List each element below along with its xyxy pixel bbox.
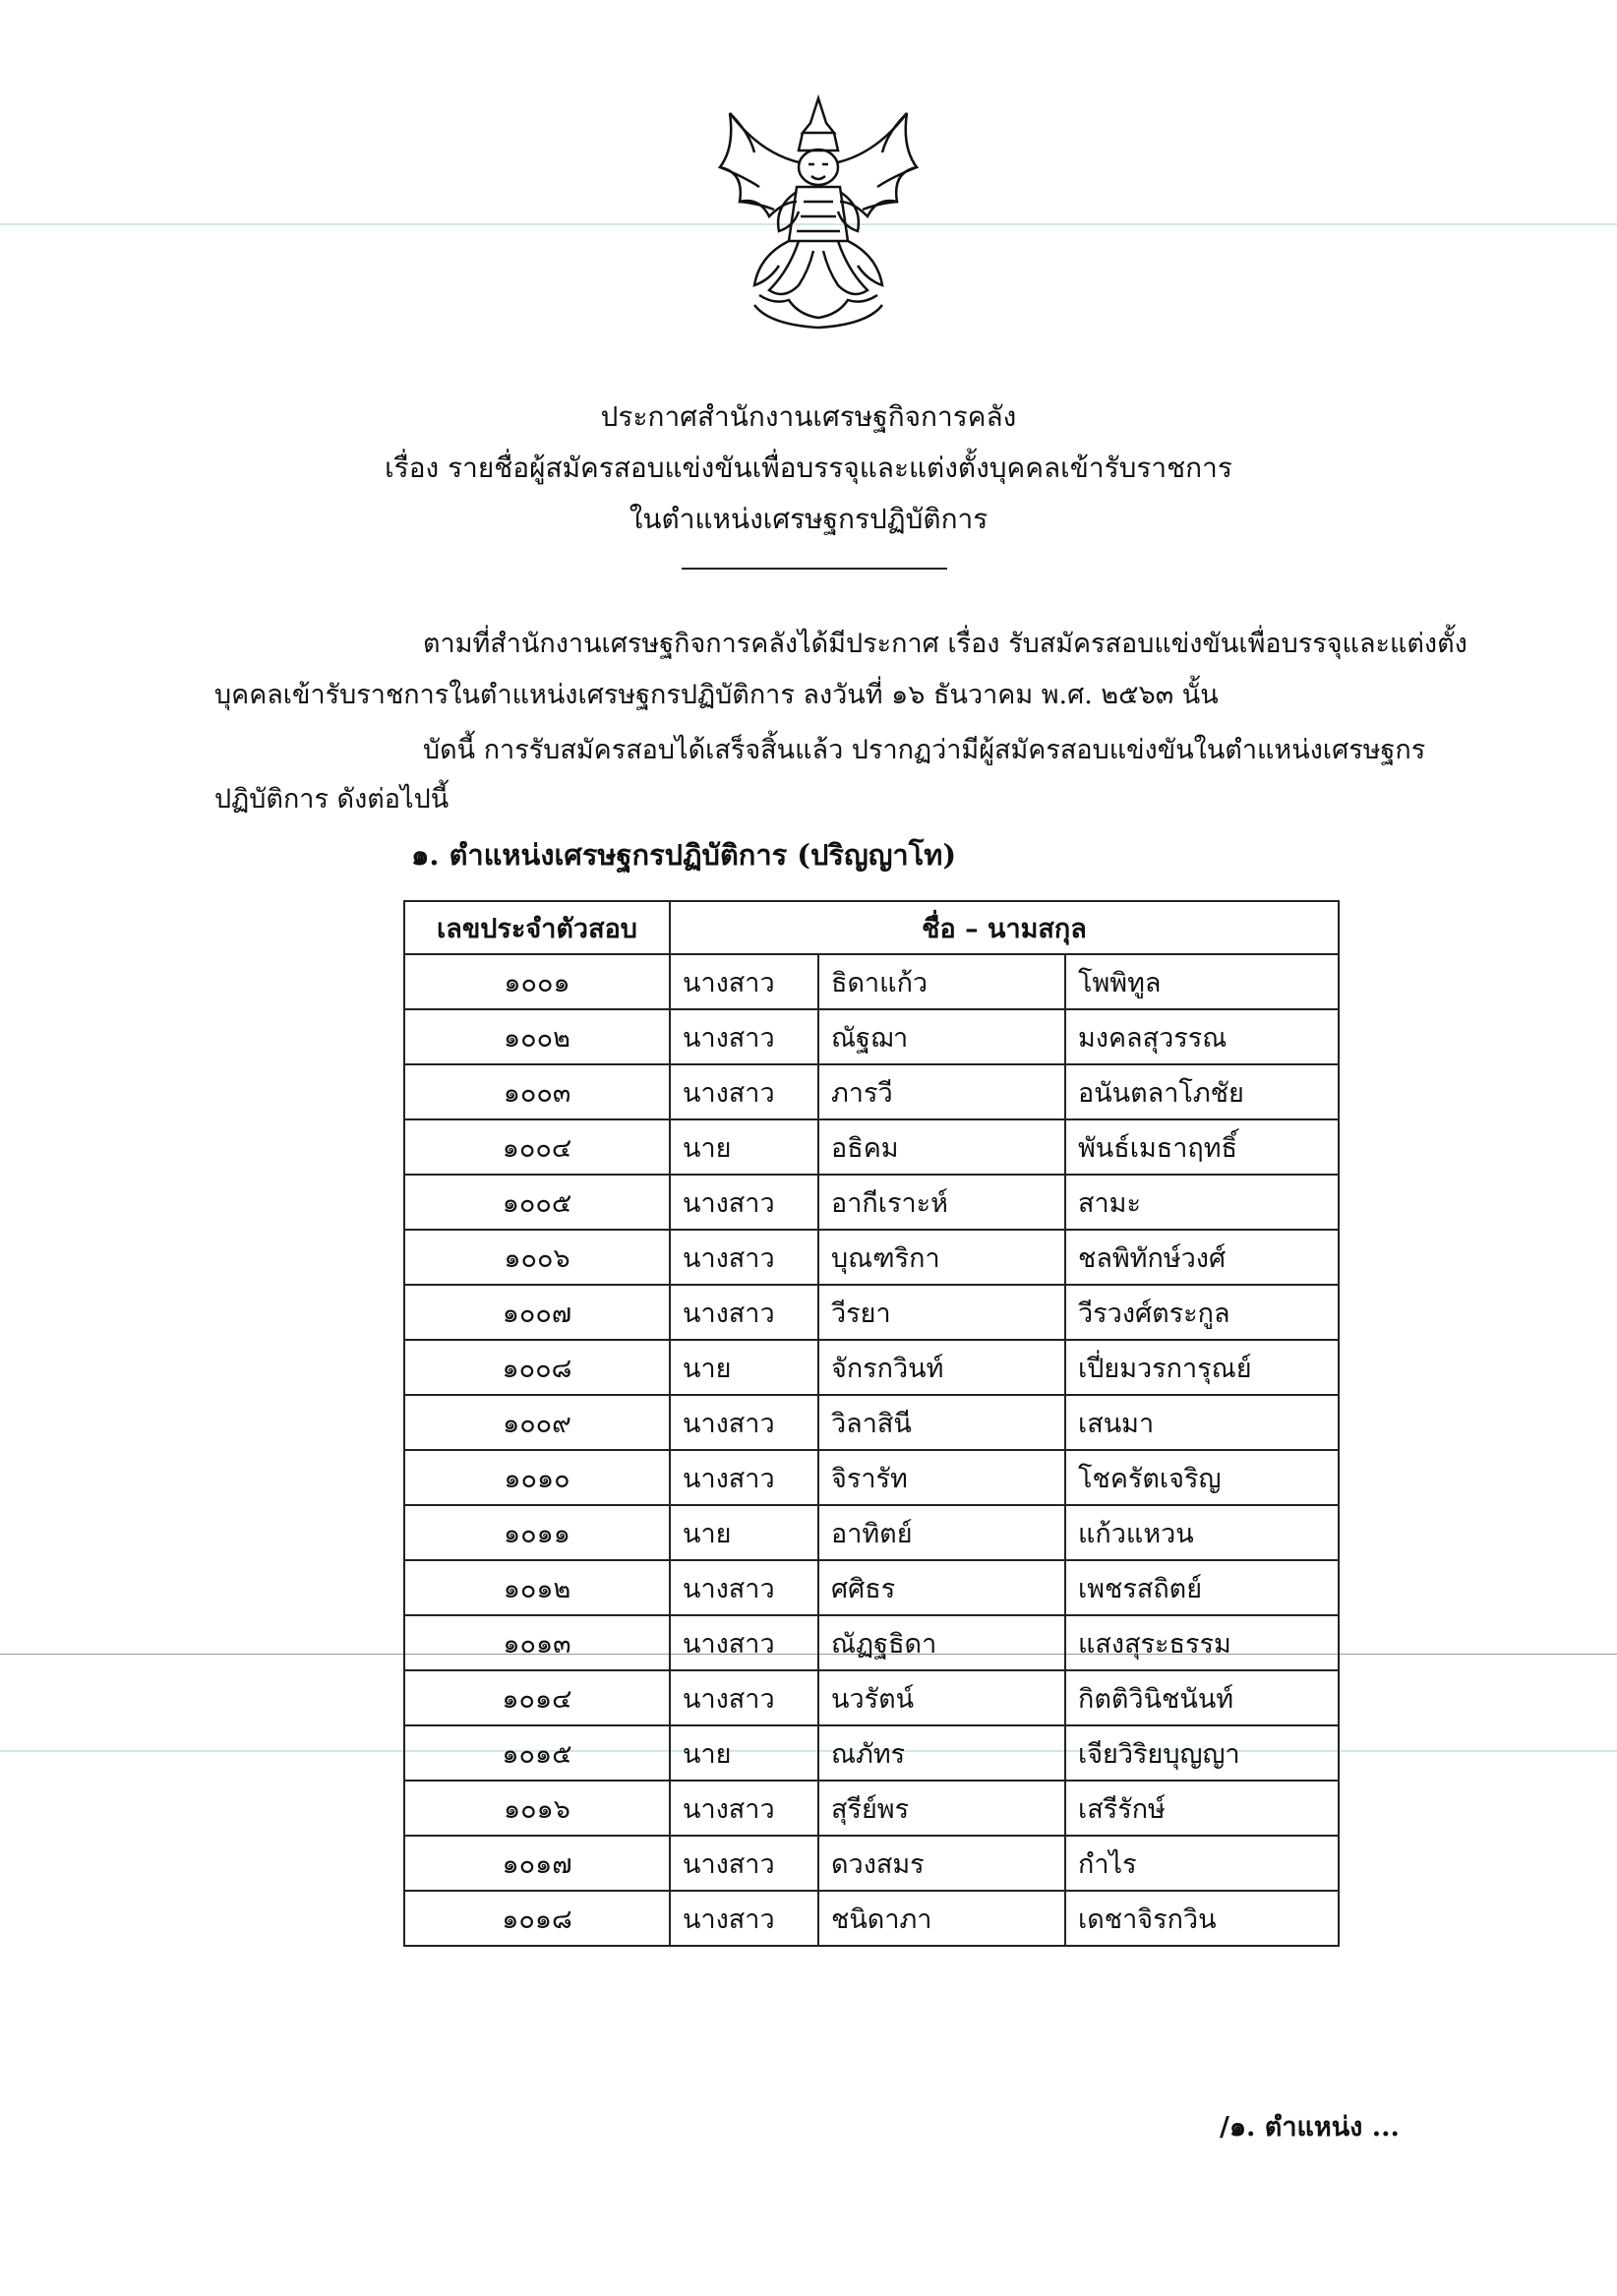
exam-id-cell: ๑๐๐๑: [404, 954, 670, 1009]
title-cell: นางสาว: [670, 1836, 818, 1891]
last-name-cell: โพพิทูล: [1065, 954, 1339, 1009]
table-row: [404, 1505, 1339, 1560]
last-name-cell: เสนมา: [1065, 1395, 1339, 1450]
table-row: [404, 954, 1339, 1009]
first-name-cell: อากีเราะห์: [818, 1175, 1065, 1230]
first-name-cell: ณัฏฐธิดา: [818, 1615, 1065, 1670]
first-name-cell: ชนิดาภา: [818, 1891, 1065, 1946]
last-name-cell: กำไร: [1065, 1836, 1339, 1891]
paragraph-1-line-2: บุคคลเข้ารับราชการในตำแหน่งเศรษฐกรปฏิบัติการ ลงวันที่ ๑๖ ธันวาคม พ.ศ. ๒๕๖๓ นั้น: [214, 680, 1219, 710]
exam-id-cell: ๑๐๑๒: [404, 1560, 670, 1615]
header-exam-id: เลขประจำตัวสอบ: [404, 901, 670, 954]
title-cell: นาย: [670, 1340, 818, 1395]
title-cell: นางสาว: [670, 1560, 818, 1615]
table-row: [404, 1615, 1339, 1670]
announcement-subject: เรื่อง รายชื่อผู้สมัครสอบแข่งขันเพื่อบรรจุและแต่งตั้งบุคคลเข้ารับราชการ: [385, 452, 1232, 484]
exam-id-cell: ๑๐๑๗: [404, 1836, 670, 1891]
table-row: [404, 1119, 1339, 1175]
first-name-cell: สุรีย์พร: [818, 1781, 1065, 1836]
table-header-row: [404, 901, 1339, 954]
first-name-cell: นวรัตน์: [818, 1670, 1065, 1725]
title-cell: นางสาว: [670, 1670, 818, 1725]
paragraph-2-line-2: ปฏิบัติการ ดังต่อไปนี้: [214, 784, 449, 815]
exam-id-cell: ๑๐๐๕: [404, 1175, 670, 1230]
last-name-cell: แสงสุระธรรม: [1065, 1615, 1339, 1670]
table-row: [404, 1725, 1339, 1781]
table-row: [404, 1175, 1339, 1230]
last-name-cell: กิตติวินิชนันท์: [1065, 1670, 1339, 1725]
title-cell: นางสาว: [670, 1175, 818, 1230]
last-name-cell: สามะ: [1065, 1175, 1339, 1230]
first-name-cell: ภารวี: [818, 1064, 1065, 1119]
last-name-cell: เจียวิริยบุญญา: [1065, 1725, 1339, 1781]
exam-id-cell: ๑๐๐๒: [404, 1009, 670, 1064]
first-name-cell: ดวงสมร: [818, 1836, 1065, 1891]
exam-id-cell: ๑๐๐๔: [404, 1119, 670, 1175]
table-row: [404, 1064, 1339, 1119]
title-cell: นางสาว: [670, 1285, 818, 1340]
first-name-cell: จิรารัท: [818, 1450, 1065, 1505]
exam-id-cell: ๑๐๐๙: [404, 1395, 670, 1450]
first-name-cell: จักรกวินท์: [818, 1340, 1065, 1395]
title-cell: นาย: [670, 1119, 818, 1175]
table-row: [404, 1285, 1339, 1340]
exam-id-cell: ๑๐๑๓: [404, 1615, 670, 1670]
exam-id-cell: ๑๐๑๕: [404, 1725, 670, 1781]
title-cell: นาย: [670, 1725, 818, 1781]
table-row: [404, 1395, 1339, 1450]
title-cell: นางสาว: [670, 1230, 818, 1285]
table-row: [404, 1836, 1339, 1891]
first-name-cell: วีรยา: [818, 1285, 1065, 1340]
exam-id-cell: ๑๐๐๓: [404, 1064, 670, 1119]
last-name-cell: อนันตลาโภชัย: [1065, 1064, 1339, 1119]
first-name-cell: ณัฐฌา: [818, 1009, 1065, 1064]
title-cell: นางสาว: [670, 1450, 818, 1505]
title-cell: นางสาว: [670, 1064, 818, 1119]
first-name-cell: วิลาสินี: [818, 1395, 1065, 1450]
table-row: [404, 1891, 1339, 1946]
first-name-cell: ธิดาแก้ว: [818, 954, 1065, 1009]
announcement-title: ประกาศสำนักงานเศรษฐกิจการคลัง: [600, 400, 1017, 433]
title-cell: นางสาว: [670, 1615, 818, 1670]
header-full-name: ชื่อ – นามสกุล: [670, 901, 1339, 954]
announcement-subject-cont: ในตำแหน่งเศรษฐกรปฏิบัติการ: [629, 503, 988, 535]
last-name-cell: เปี่ยมวรการุณย์: [1065, 1340, 1339, 1395]
table-row: [404, 1009, 1339, 1064]
title-cell: นาย: [670, 1505, 818, 1560]
last-name-cell: แก้วแหวน: [1065, 1505, 1339, 1560]
last-name-cell: เพชรสถิตย์: [1065, 1560, 1339, 1615]
exam-id-cell: ๑๐๑๔: [404, 1670, 670, 1725]
first-name-cell: อาทิตย์: [818, 1505, 1065, 1560]
exam-id-cell: ๑๐๑๘: [404, 1891, 670, 1946]
first-name-cell: อธิคม: [818, 1119, 1065, 1175]
table-row: [404, 1340, 1339, 1395]
table-row: [404, 1450, 1339, 1505]
title-cell: นางสาว: [670, 1781, 818, 1836]
last-name-cell: ชลพิทักษ์วงศ์: [1065, 1230, 1339, 1285]
last-name-cell: เสรีรักษ์: [1065, 1781, 1339, 1836]
exam-id-cell: ๑๐๐๘: [404, 1340, 670, 1395]
title-cell: นางสาว: [670, 954, 818, 1009]
first-name-cell: ศศิธร: [818, 1560, 1065, 1615]
candidate-table: [403, 900, 1340, 1947]
last-name-cell: วีรวงศ์ตระกูล: [1065, 1285, 1339, 1340]
last-name-cell: โชครัตเจริญ: [1065, 1450, 1339, 1505]
exam-id-cell: ๑๐๑๖: [404, 1781, 670, 1836]
paragraph-1-line-1: ตามที่สำนักงานเศรษฐกิจการคลังได้มีประกาศ เรื่อง รับสมัครสอบแข่งขันเพื่อบรรจุและแต่งตั้ง: [423, 629, 1467, 659]
exam-id-cell: ๑๐๐๗: [404, 1285, 670, 1340]
continuation-note: /๑. ตำแหน่ง ...: [1220, 2112, 1400, 2143]
first-name-cell: บุณฑริกา: [818, 1230, 1065, 1285]
table-row: [404, 1781, 1339, 1836]
table-row: [404, 1230, 1339, 1285]
last-name-cell: พันธ์เมธาฤทธิ์: [1065, 1119, 1339, 1175]
last-name-cell: มงคลสุวรรณ: [1065, 1009, 1339, 1064]
table-row: [404, 1560, 1339, 1615]
title-cell: นางสาว: [670, 1009, 818, 1064]
exam-id-cell: ๑๐๑๑: [404, 1505, 670, 1560]
header-separator: [682, 568, 947, 570]
title-cell: นางสาว: [670, 1395, 818, 1450]
table-row: [404, 1670, 1339, 1725]
exam-id-cell: ๑๐๑๐: [404, 1450, 670, 1505]
section-title: ๑. ตำแหน่งเศรษฐกรปฏิบัติการ (ปริญญาโท): [411, 838, 957, 872]
paragraph-2-line-1: บัดนี้ การรับสมัครสอบได้เสร็จสิ้นแล้ว ปรากฏว่ามีผู้สมัครสอบแข่งขันในตำแหน่งเศรษฐกร: [423, 735, 1426, 765]
first-name-cell: ณภัทร: [818, 1725, 1065, 1781]
last-name-cell: เดชาจิรกวิน: [1065, 1891, 1339, 1946]
exam-id-cell: ๑๐๐๖: [404, 1230, 670, 1285]
garuda-emblem-icon: [700, 93, 936, 334]
title-cell: นางสาว: [670, 1891, 818, 1946]
